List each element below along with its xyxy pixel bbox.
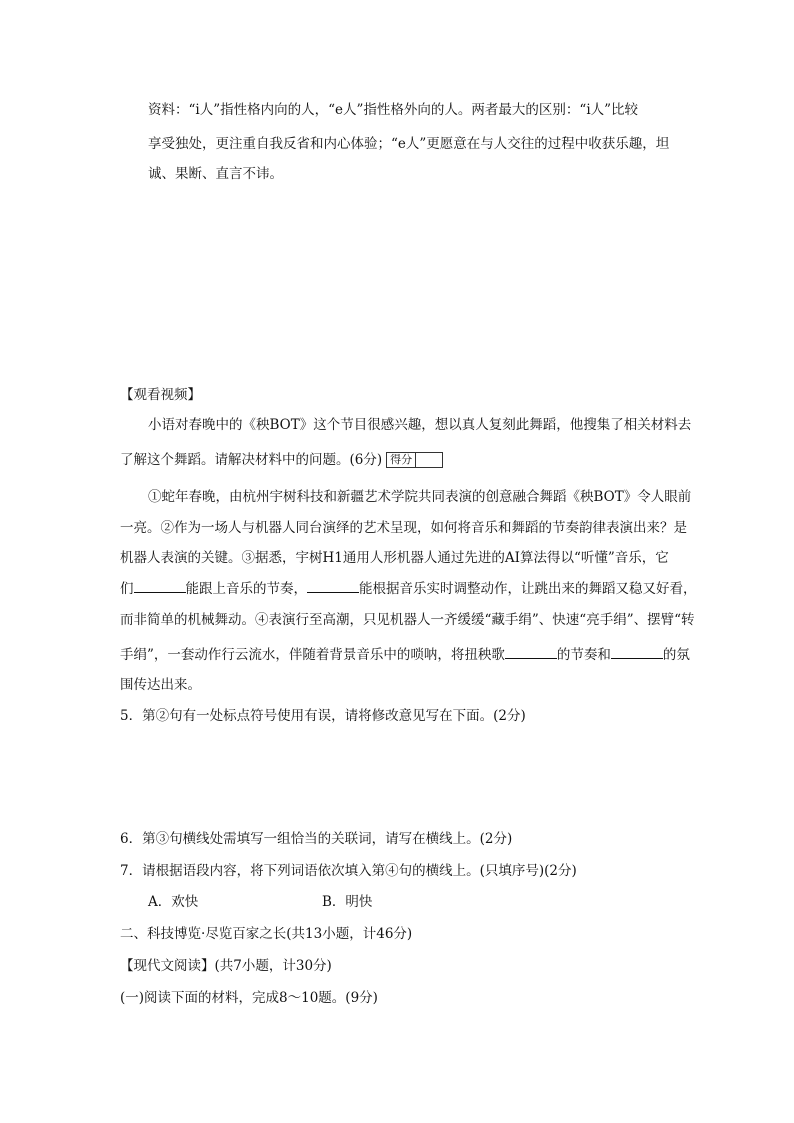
option-b: B．明快 [322,894,373,910]
section-2-title: 二、科技博览·尽览百家之长(共13小题，计46分) [120,926,413,942]
blank-3[interactable] [505,644,557,659]
score-label: 得分 [387,453,416,467]
blank-2[interactable] [307,578,359,593]
passage-line-4-c: 能根据音乐实时调整动作，让跳出来的舞蹈又稳又好看， [359,581,697,597]
question-7: 7．请根据语段内容，将下列词语依次填入第④句的横线上。(只填序号)(2分) [120,863,577,879]
passage-line-4-a: 们 [120,581,134,597]
video-intro-2 [120,450,443,470]
material-line-3: 诚、果断、直言不讳。 [148,166,283,182]
passage-line-6-b: 的节奏和 [556,647,611,663]
video-heading: 【观看视频】 [120,387,201,403]
section-2-part: (一)阅读下面的材料，完成8～10题。(9分) [120,990,378,1006]
blank-4[interactable] [611,644,663,659]
passage-line-4 [120,578,697,599]
passage-line-4-b: 能跟上音乐的节奏， [185,581,307,597]
passage-line-2: 一亮。②作为一场人与机器人同台演绎的艺术呈现，如何将音乐和舞蹈的节奏韵律表演出来？是 [120,520,687,536]
material-line-2: 享受独处，更注重自我反省和内心体验；“e人”更愿意在与人交往的过程中收获乐趣，坦 [148,136,670,152]
video-intro-1: 小语对春晚中的《秧BOT》这个节目很感兴趣，想以真人复刻此舞蹈，他搜集了相关材料去 [148,417,692,433]
question-5: 5．第②句有一处标点符号使用有误，请将修改意见写在下面。(2分) [120,708,526,724]
passage-line-6-a: 手绢”，一套动作行云流水，伴随着背景音乐中的唢呐，将扭秧歌 [120,647,505,663]
score-box [386,452,443,468]
passage-line-5: 而非简单的机械舞动。④表演行至高潮，只见机器人一齐缓缓“藏手绢”、快速“亮手绢”、摆臂“转 [120,612,695,628]
passage-line-6-c: 的氛 [662,647,690,663]
passage-line-7: 围传达出来。 [120,677,201,693]
passage-line-1: ①蛇年春晚，由杭州宇树科技和新疆艺术学院共同表演的创意融合舞蹈《秧BOT》令人眼前 [148,489,692,505]
option-a: A．欢快 [148,894,199,910]
video-intro-2-text: 了解这个舞蹈。请解决材料中的问题。(6分) [120,452,383,468]
question-6: 6．第③句横线处需填写一组恰当的关联词，请写在横线上。(2分) [120,831,513,847]
section-2-subtitle: 【现代文阅读】(共7小题，计30分) [120,958,332,974]
blank-1[interactable] [134,578,186,593]
material-line-1: 资料：“i人”指性格内向的人，“e人”指性格外向的人。两者最大的区别：“i人”比较 [148,102,639,118]
passage-line-3: 机器人表演的关键。③据悉，宇树H1通用人形机器人通过先进的AI算法得以“听懂”音乐，它 [120,550,669,566]
passage-line-6 [120,644,690,665]
